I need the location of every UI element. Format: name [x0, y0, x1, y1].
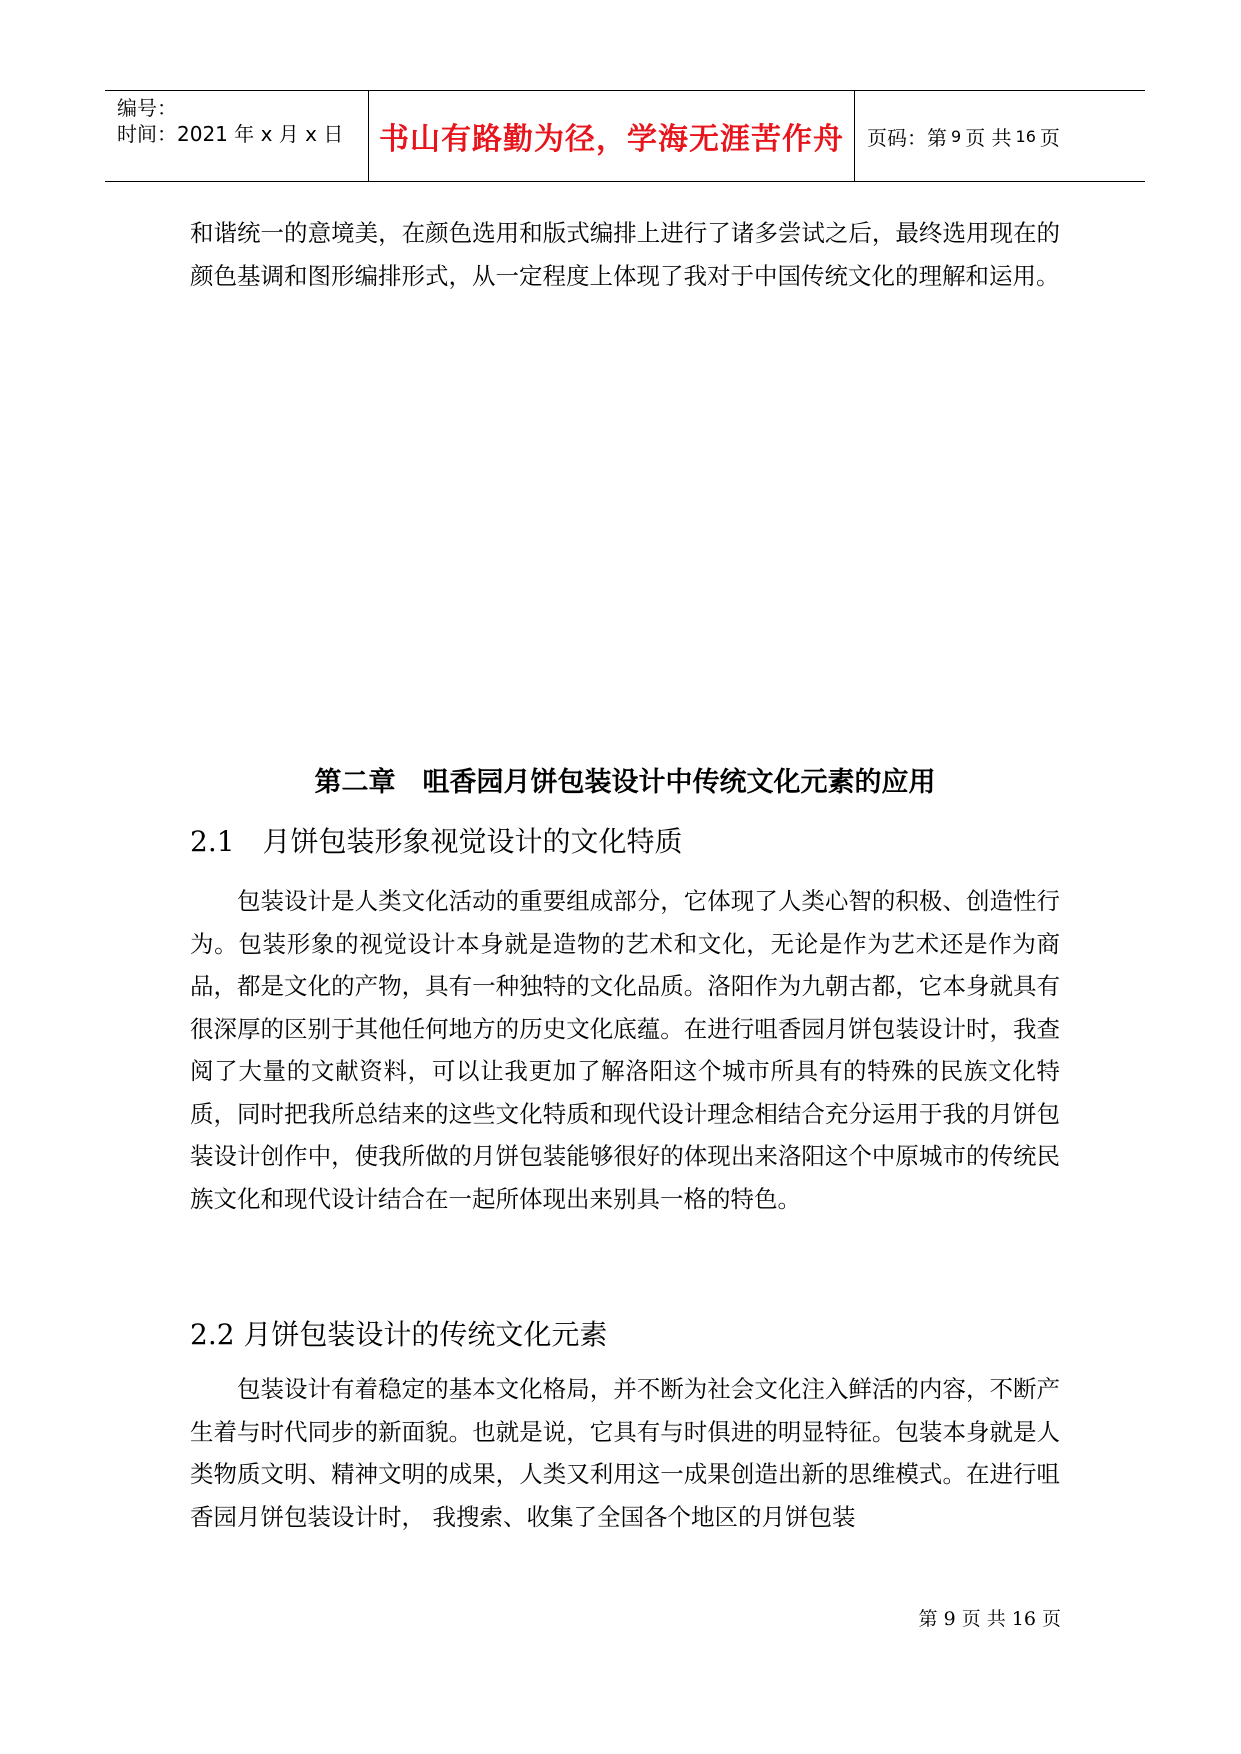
header-time-label: 时间：2021 年 x 月 x 日 [117, 122, 344, 146]
header-page-mid: 页 共 [965, 125, 1012, 150]
header-motto-cell [369, 91, 855, 181]
header-page-prefix: 页码：第 [867, 125, 947, 150]
header-motto: 书山有路勤为径，学海无涯苦作舟 [379, 122, 844, 157]
intro-paragraph: 和谐统一的意境美，在颜色选用和版式编排上进行了诸多尝试之后，最终选用现在的颜色基调和图形编排形式，从一定程度上体现了我对于中国传统文化的理解和运用。 [190, 219, 1060, 290]
section-2-title: 2.2 月饼包装设计的传统文化元素 [190, 1318, 608, 1351]
header-page-current: 9 [951, 126, 962, 146]
section-1-title: 2.1 月饼包装形象视觉设计的文化特质 [190, 825, 683, 858]
header-meta [105, 91, 369, 181]
page-header [105, 90, 1145, 182]
page-footer: 第 9 页 共 16 页 [918, 1608, 1061, 1630]
header-page-suffix: 页 [1039, 125, 1060, 150]
chapter-title: 第二章 咀香园月饼包装设计中传统文化元素的应用 [314, 767, 936, 798]
section-2-paragraph: 包装设计有着稳定的基本文化格局，并不断为社会文化注入鲜活的内容，不断产生着与时代同步的新面貌。也就是说，它具有与时俱进的明显特征。包装本身就是人类物质文明、精神文明的成果，人类又利用这一成果创造出新的思维模式。在进行咀香园月饼包装设计时， 我搜索、收集了全国各个地区的月饼包装 [190, 1375, 1060, 1531]
header-id-label: 编号： [117, 96, 177, 120]
header-page-info [855, 91, 1145, 181]
header-page-total: 16 [1015, 126, 1036, 146]
section-1-paragraph: 包装设计是人类文化活动的重要组成部分，它体现了人类心智的积极、创造性行为。包装形象的视觉设计本身就是造物的艺术和文化，无论是作为艺术还是作为商品，都是文化的产物，具有一种独特的文化品质。洛阳作为九朝古都，它本身就具有很深厚的区别于其他任何地方的历史文化底蕴。在进行咀香园月饼包装设计时，我查阅了大量的文献资料，可以让我更加了解洛阳这个城市所具有的特殊的民族文化特质，同时把我所总结来的这些文化特质和现代设计理念相结合充分运用于我的月饼包装设计创作中，使我所做的月饼包装能够很好的体现出来洛阳这个中原城市的传统民族文化和现代设计结合在一起所体现出来别具一格的特色。 [190, 887, 1060, 1213]
